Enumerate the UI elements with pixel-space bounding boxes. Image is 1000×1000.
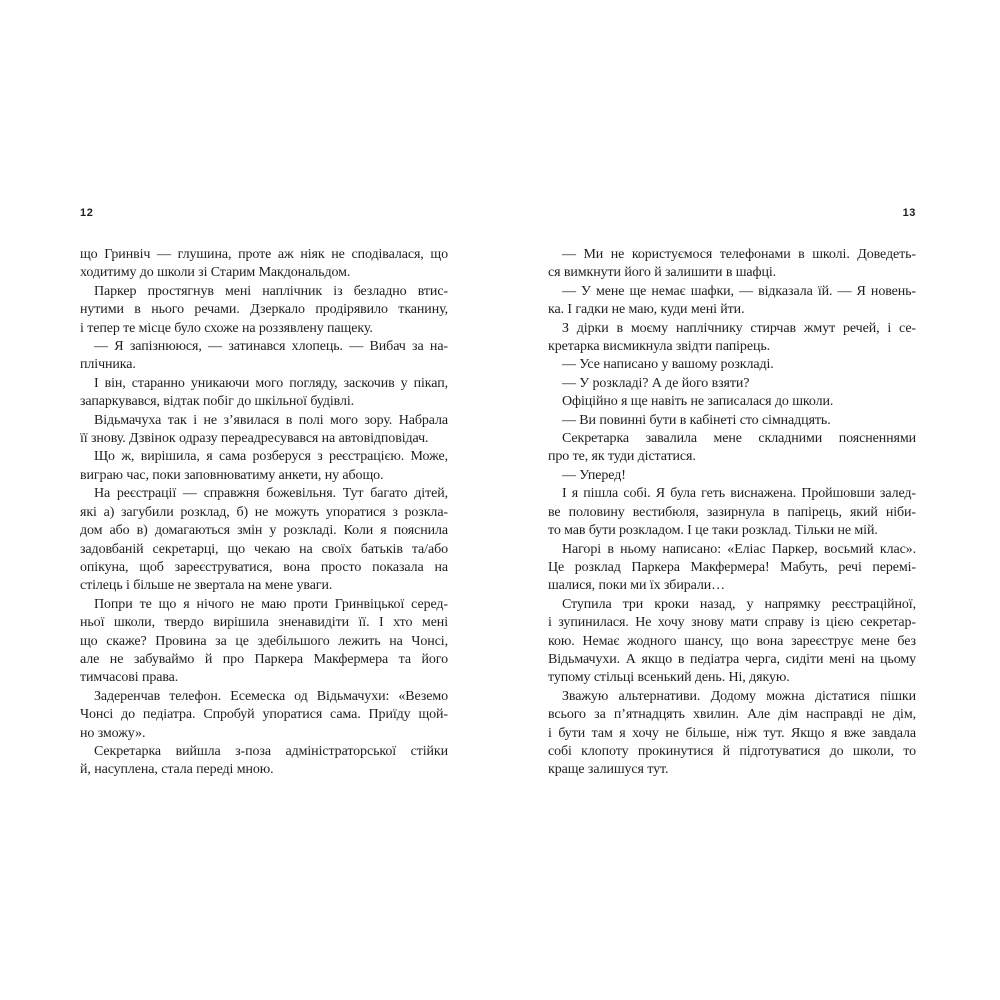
text-line: кретарка висмикнула звідти папірець. — [548, 339, 771, 355]
text-line: але не забуваймо й про Паркера Макфермера та його — [80, 651, 448, 667]
text-line: дом або в) домагаються змін у розкладі. Коли я пояснила — [80, 523, 448, 539]
text-line: що скаже? Провина за це здебільшого лежить на Чонсі, — [80, 633, 448, 649]
text-line: Чонсі до педіатра. Спробуй упоратися сама. Приїду щой- — [80, 707, 448, 723]
text-line: які а) загубили розклад, б) не можуть упоратися з розкла- — [80, 504, 448, 520]
text-line: опікуна, щоб зареєструватися, вона просто показала на — [80, 559, 448, 575]
text-line: — Уперед! — [562, 467, 626, 483]
page-text-left — [80, 246, 448, 780]
text-line: Відьмачуха так і не з’явилася в полі мого зору. Набрала — [94, 412, 448, 428]
text-line: Офіційно я ще навіть не записалася до школи. — [562, 394, 834, 410]
text-line: нутими в нього речами. Дзеркало продірявило тканину, — [80, 302, 448, 318]
text-line: тимчасові права. — [80, 670, 179, 686]
text-line: но зможу». — [80, 725, 146, 741]
text-line: шалися, поки ми їх збирали… — [548, 578, 726, 594]
page-number-right: 13 — [902, 207, 916, 219]
text-line: задовбаній секретарці, що чекаю на своїх батьків та/або — [80, 541, 448, 557]
text-line: — Ви повинні бути в кабінеті сто сімнадцять. — [562, 412, 831, 428]
text-line: кою. Немає жодного шансу, що вона зареєструє мене без — [548, 633, 916, 649]
text-line: тупому стільці всенький день. Ні, дякую. — [548, 670, 790, 686]
text-line: і зупинилася. Не хочу знову мати справу із цією секретар- — [548, 615, 916, 631]
text-line: всього за п’ятнадцять хвилин. Але дім насправді не дім, — [548, 707, 916, 723]
text-line: запаркувався, відтак побіг до шкільної будівлі. — [80, 394, 355, 410]
text-line: і тепер те місце було схоже на роззявлену пащеку. — [80, 320, 373, 336]
text-line: ка. І гадки не маю, куди мені йти. — [548, 302, 745, 318]
text-line: що Гринвіч — глушина, проте аж ніяк не сподівалася, що — [80, 247, 448, 262]
text-line: то мав бути розкладом. І це таки розклад. Тільки не мій. — [548, 523, 878, 539]
text-line: — Я запізнююся, — затинався хлопець. — Вибач за на- — [94, 339, 448, 355]
text-line: її знову. Дзвінок одразу переадресувався на автовідповідач. — [80, 431, 429, 447]
text-line: Паркер простягнув мені наплічник із безладно втис- — [94, 283, 448, 299]
text-line: стілець і більше не звертала на мене уваги. — [80, 578, 333, 594]
text-line: Секретарка завалила мене складними поясненнями — [562, 431, 916, 447]
text-line: Ступила три кроки назад, у напрямку реєстраційної, — [562, 596, 916, 612]
text-line: Це розклад Паркера Макфермера! Мабуть, речі перемі- — [548, 559, 916, 575]
text-line: Задеренчав телефон. Есемеска од Відьмачухи: «Веземо — [94, 688, 448, 704]
text-line: На реєстрації — справжня божевільня. Тут багато дітей, — [94, 486, 448, 502]
text-line: Секретарка вийшла з-поза адміністраторської стійки — [94, 743, 448, 759]
text-line: ве половину вестибюля, зазирнула в папірець, який ніби- — [548, 504, 916, 520]
page-text-right — [548, 246, 916, 780]
text-line: краще залишуся тут. — [548, 762, 669, 778]
text-line: Нагорі в ньому написано: «Еліас Паркер, восьмий клас». — [562, 541, 916, 557]
text-line: і бути там я хочу не більше, ніж тут. Якщо я вже завдала — [548, 725, 916, 741]
page-number-left: 12 — [80, 207, 94, 219]
text-line: виграю час, поки заповнюватиму анкети, ну абощо. — [80, 467, 384, 483]
text-line: собі клопоту прокинутися й підготуватися до школи, то — [548, 743, 916, 759]
text-line: Відьмачухи. А якщо в педіатра черга, сидіти мені на цьому — [548, 651, 916, 667]
text-line: І він, старанно уникаючи мого погляду, заскочив у пікап, — [94, 375, 448, 391]
text-line: Зважую альтернативи. Додому можна дістатися пішки — [562, 688, 916, 704]
text-line: — Ми не користуємося телефонами в школі. Доведеть- — [562, 247, 916, 262]
text-line: З дірки в моєму наплічнику стирчав жмут речей, і се- — [562, 320, 916, 336]
text-line: й, насуплена, стала переді мною. — [80, 762, 274, 778]
page-right — [548, 206, 916, 780]
text-line: — Усе написано у вашому розкладі. — [562, 357, 774, 373]
text-line: — У розкладі? А де його взяти? — [562, 375, 750, 391]
text-line: Що ж, вирішила, я сама розберуся з реєстрацією. Може, — [94, 449, 448, 465]
text-line: плічника. — [80, 357, 136, 373]
page-left — [80, 206, 448, 780]
text-line: ся вимкнути його й залишити в шафці. — [548, 265, 777, 281]
text-line: про те, як туди дістатися. — [548, 449, 696, 465]
text-line: ходитиму до школи зі Старим Макдональдом. — [80, 265, 351, 281]
text-line: І я пішла собі. Я була геть виснажена. Пройшовши залед- — [562, 486, 916, 502]
text-line: — У мене ще немає шафки, — відказала їй. — Я новень- — [562, 283, 916, 299]
text-line: Попри те що я нічого не маю проти Гринвіцької серед- — [94, 596, 448, 612]
text-line: ньої школи, твердо вирішила зненавидіти її. І хто мені — [80, 615, 448, 631]
